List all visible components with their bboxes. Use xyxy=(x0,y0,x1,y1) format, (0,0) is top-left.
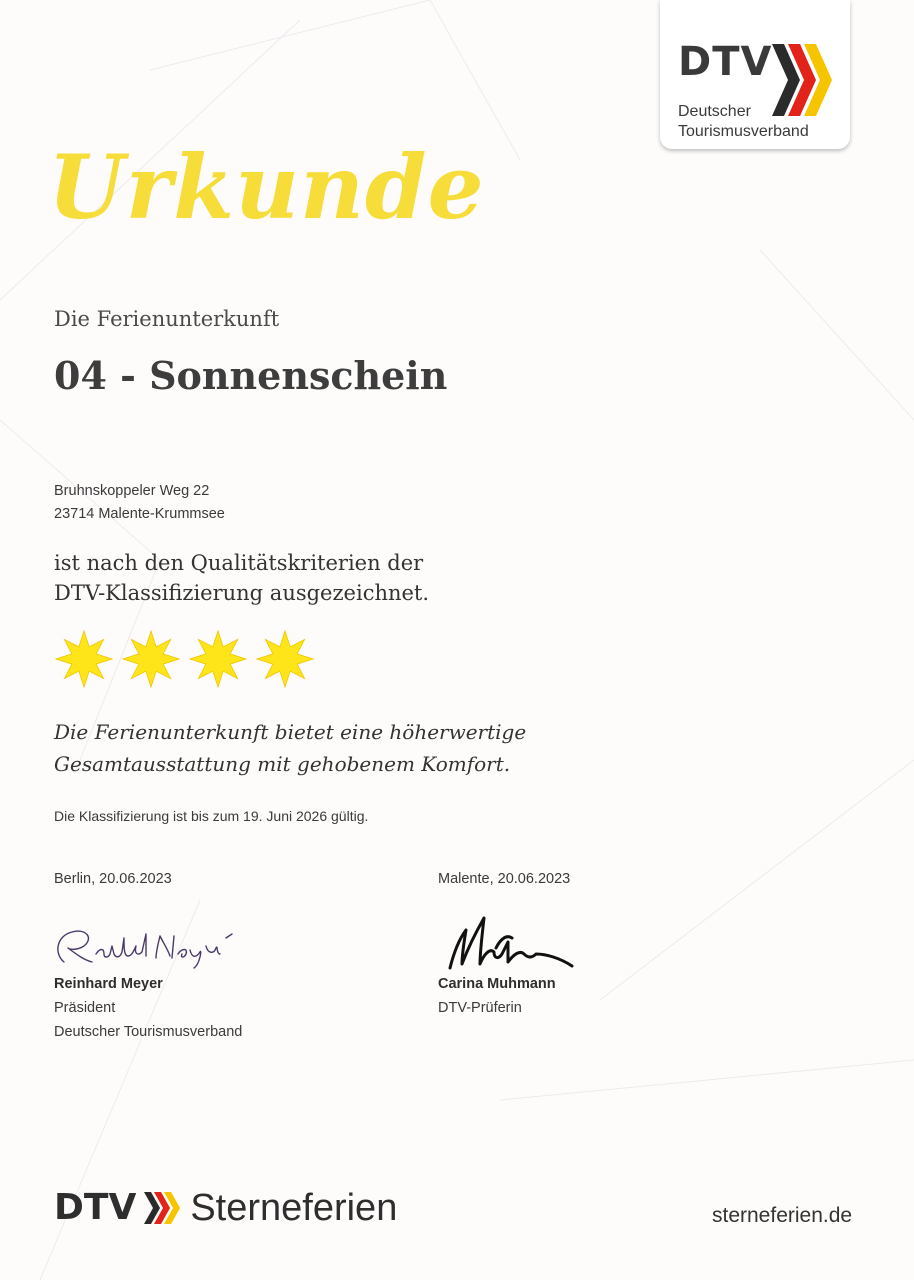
rating-description xyxy=(54,716,526,780)
footer-brand-dtv: DTV xyxy=(54,1187,137,1228)
subtitle: Die Ferienunterkunft xyxy=(54,307,280,331)
dtv-badge xyxy=(660,0,850,149)
description-line1: Die Ferienunterkunft bietet eine höherwertige xyxy=(54,720,527,744)
badge-brand: DTV xyxy=(678,39,773,85)
chevron-logo-icon xyxy=(142,1188,182,1228)
left-place-date: Berlin, 20.06.2023 xyxy=(54,871,172,887)
footer-url: sterneferien.de xyxy=(712,1204,853,1227)
star-icon xyxy=(188,628,248,690)
right-signatory-role xyxy=(438,996,522,1020)
footer-logo xyxy=(54,1184,397,1232)
certificate-title: Urkunde xyxy=(48,135,485,239)
award-statement xyxy=(54,548,429,608)
right-role-line1: DTV-Prüferin xyxy=(438,1000,522,1016)
statement-line1: ist nach den Qualitätskriterien der xyxy=(54,551,424,575)
description-line2: Gesamtausstattung mit gehobenem Komfort. xyxy=(54,752,511,776)
signature-reinhard-meyer xyxy=(50,924,240,970)
signature-carina-muhmann xyxy=(436,908,586,974)
right-signatory-name: Carina Muhmann xyxy=(438,976,556,992)
badge-line1: Deutscher xyxy=(678,103,751,120)
address xyxy=(54,480,225,526)
left-role-line2: Deutscher Tourismusverband xyxy=(54,1024,243,1040)
footer-brand-name: Sterneferien xyxy=(190,1187,398,1229)
badge-subtitle xyxy=(678,102,809,142)
star-icon xyxy=(255,628,315,690)
left-role-line1: Präsident xyxy=(54,1000,116,1016)
badge-line2: Tourismusverband xyxy=(678,123,809,140)
left-signatory-role xyxy=(54,996,242,1044)
validity-note: Die Klassifizierung ist bis zum 19. Juni 2026 gültig. xyxy=(54,808,369,824)
left-signatory-name: Reinhard Meyer xyxy=(54,976,163,992)
star-icon xyxy=(121,628,181,690)
property-name: 04 - Sonnenschein xyxy=(54,353,448,398)
statement-line2: DTV-Klassifizierung ausgezeichnet. xyxy=(54,581,430,605)
address-street: Bruhnskoppeler Weg 22 xyxy=(54,483,210,499)
right-place-date: Malente, 20.06.2023 xyxy=(438,871,571,887)
star-rating xyxy=(54,628,315,690)
star-icon xyxy=(54,628,114,690)
address-city: 23714 Malente-Krummsee xyxy=(54,506,225,522)
